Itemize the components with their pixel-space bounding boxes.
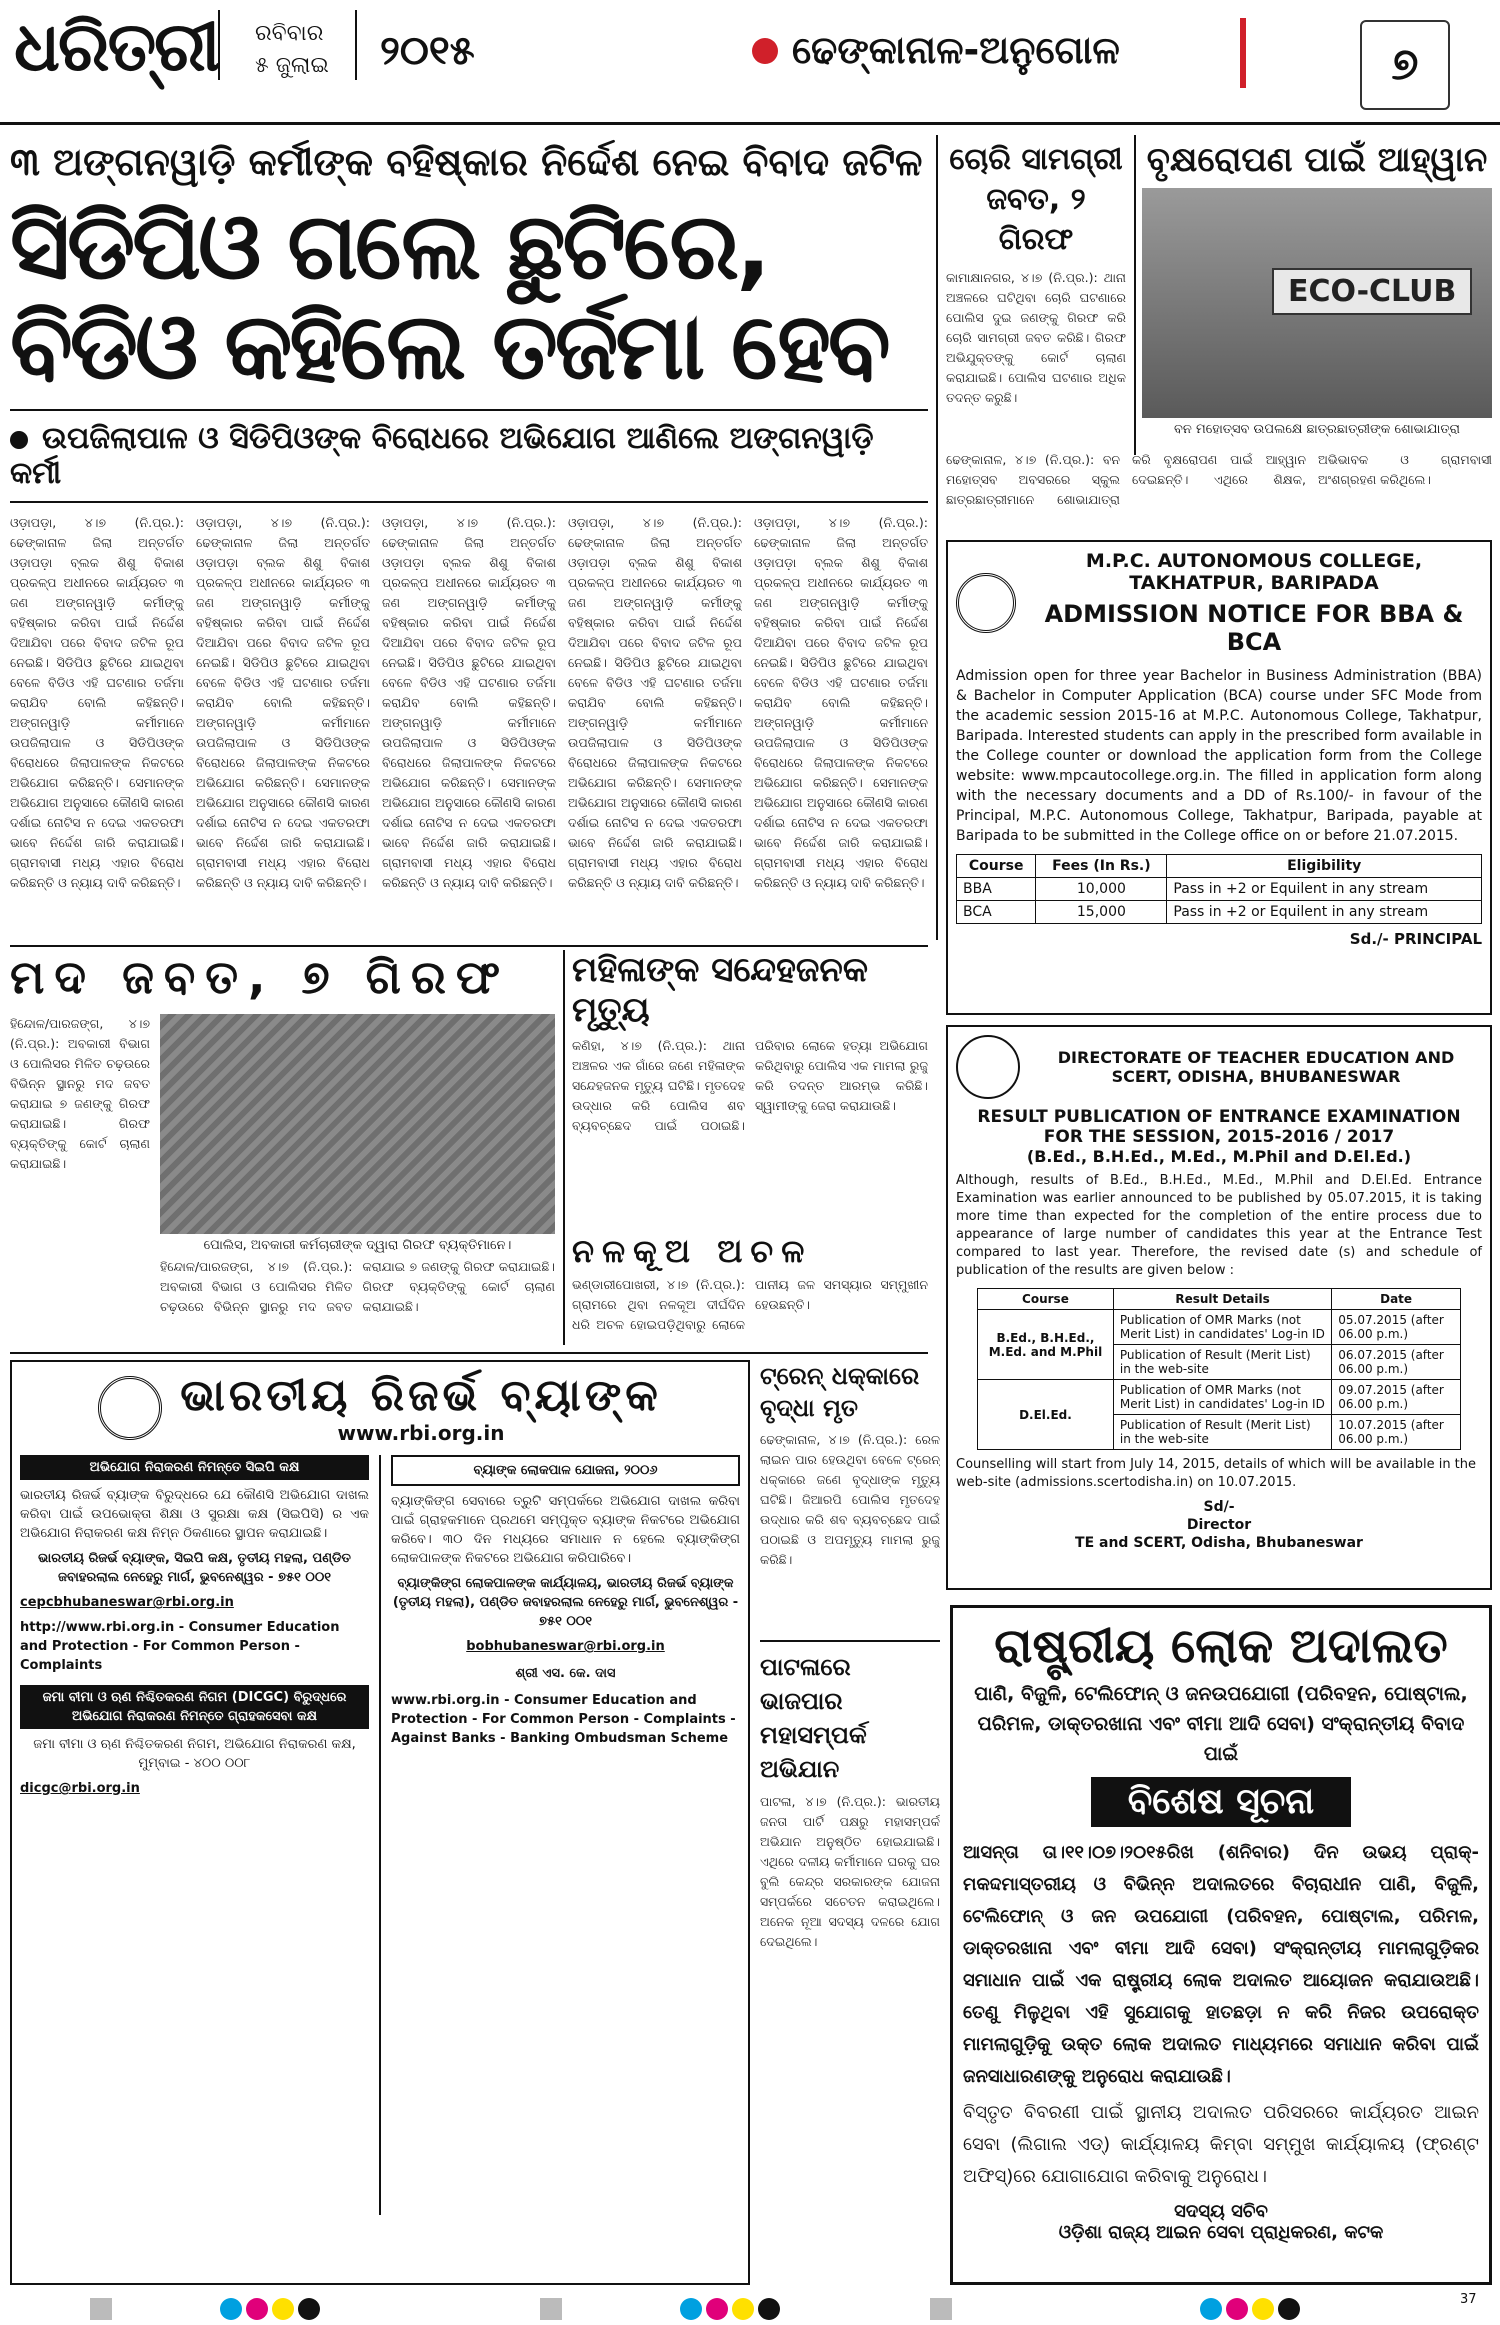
- rbi-right-footer[interactable]: www.rbi.org.in - Consumer Education and Protection - For Common Person - Complaints - Against Banks - Banking Ombudsman Scheme: [391, 1693, 736, 1746]
- lead-subhead-text: ଉପଜିଲାପାଳ ଓ ସିଡିପିଓଙ୍କ ବିରୋଧରେ ଅଭିଯୋଗ ଆଣିଲେ ଅଙ୍ଗନୱାଡ଼ି କର୍ମୀ: [10, 421, 874, 491]
- mpc-body: Admission open for three year Bachelor in Business Administration (BBA) & Bachelor in Computer Application (BCA) course under SFC Mode from the academic session 2015-16 at M.P.C. Autonomous College, Takhatpur, Baripada. Interested students can apply in the prescribed form available in the College counter or download the application form from the College website: www.mpcautocollege.org.in. The filled in application form along with the necessary documents and a DD of Rs.100/- in favour of the Principal, M.P.C. Autonomous College, Takhatpur, Baripada, payable at Baripada to be submitted in the College office on or before 21.07.2015.: [956, 668, 1482, 844]
- scert-sign-1: Sd/-: [1203, 1499, 1235, 1515]
- theft-story: [946, 140, 1126, 440]
- rbi-right-address: ବ୍ୟାଙ୍କିଙ୍ଗ ଲୋକପାଳଙ୍କ କାର୍ଯ୍ୟାଳୟ, ଭାରତୀୟ ରିଜର୍ଭ ବ୍ୟାଙ୍କ (ତୃତୀୟ ମହଲା), ପଣ୍ଡିତ ଜବାହରଲାଲ ନେହେରୁ ମାର୍ଗ, ଭୁବନେଶ୍ୱର - ୭୫୧ ୦୦୧: [392, 1576, 739, 1629]
- rbi-right-box-title: ବ୍ୟାଙ୍କ ଲୋକପାଳ ଯୋଜନା, ୨୦୦୬: [391, 1455, 740, 1486]
- table-header-row: [978, 1289, 1461, 1310]
- table-header: Date: [1332, 1289, 1461, 1310]
- print-marks: [0, 2292, 1500, 2325]
- color-bar: [220, 2298, 324, 2324]
- rbi-dicgc-email[interactable]: dicgc@rbi.org.in: [20, 1781, 140, 1796]
- rbi-left-col: [20, 1455, 369, 2215]
- nalakupa-body: ଭଣ୍ଡାରୀପୋଖରୀ, ୪।୭ (ନି.ପ୍ର.): ଗ୍ରାମରେ ଥିବା ନଳକୂଅ ଦୀର୍ଘଦିନ ଧରି ଅଚଳ ହୋଇପଡ଼ିଥିବାରୁ ଲୋକେ ପାନୀୟ ଜଳ ସମସ୍ୟାର ସମ୍ମୁଖୀନ ହେଉଛନ୍ତି।: [572, 1277, 928, 1332]
- masthead-date-text: ୫ ଜୁଲାଇ: [255, 53, 329, 78]
- tree-headline: ବୃକ୍ଷରୋପଣ ପାଇଁ ଆହ୍ୱାନ: [1146, 140, 1488, 180]
- table-header: Course: [957, 855, 1036, 878]
- table-cell: 06.07.2015 (after 06.00 p.m.): [1332, 1345, 1461, 1380]
- mpc-admission-ad: [946, 540, 1492, 1015]
- masthead-divider: [218, 10, 220, 80]
- bhajapara-story: [760, 1650, 940, 2285]
- scert-logo-icon: [956, 1035, 1020, 1099]
- lead-body-col-3: ଓଡ଼ାପଡ଼ା, ୪।୭ (ନି.ପ୍ର.): ଢେଙ୍କାନାଳ ଜିଲା ଅନ୍ତର୍ଗତ ଓଡ଼ାପଡ଼ା ବ୍ଲକ ଶିଶୁ ବିକାଶ ପ୍ରକଳ୍ପ ଅଧୀନରେ କାର୍ଯ୍ୟରତ ୩ ଜଣ ଅଙ୍ଗନୱାଡ଼ି କର୍ମୀଙ୍କୁ ବହିଷ୍କାର କରିବା ପାଇଁ ନିର୍ଦ୍ଦେଶ ଦିଆଯିବା ପରେ ବିବାଦ ଜଟିଳ ରୂପ ନେଇଛି। ସିଡିପିଓ ଛୁଟିରେ ଯାଇଥିବା ବେଳେ ବିଡିଓ ଏହି ଘଟଣାର ତର୍ଜମା କରାଯିବ ବୋଲି କହିଛନ୍ତି। ଅଙ୍ଗନୱାଡ଼ି କର୍ମୀମାନେ ଉପଜିଲାପାଳ ଓ ସିଡିପିଓଙ୍କ ବିରୋଧରେ ଜିଲାପାଳଙ୍କ ନିକଟରେ ଅଭିଯୋଗ କରିଛନ୍ତି। ସେମାନଙ୍କ ଅଭିଯୋଗ ଅନୁସାରେ କୌଣସି କାରଣ ଦର୍ଶାଇ ନୋଟିସ ନ ଦେଇ ଏକତରଫା ଭାବେ ନିର୍ଦ୍ଦେଶ ଜାରି କରାଯାଇଛି। ଗ୍ରାମବାସୀ ମଧ୍ୟ ଏହାର ବିରୋଧ କରିଛନ୍ତି ଓ ନ୍ୟାୟ ଦାବି କରିଛନ୍ତି।: [382, 515, 556, 890]
- lok-adalat-ad: [950, 1605, 1492, 2285]
- masthead-divider: [355, 10, 357, 80]
- tree-caption: ବନ ମହୋତ୍ସବ ଉପଲକ୍ଷେ ଛାତ୍ରଛାତ୍ରୀଙ୍କ ଶୋଭାଯାତ୍ରା: [1174, 422, 1460, 437]
- liquor-caption: ପୋଲିସ, ଅବକାରୀ କର୍ମଚାରୀଙ୍କ ଦ୍ୱାରା ଗିରଫ ବ୍ୟକ୍ତିମାନେ।: [203, 1238, 512, 1253]
- train-headline: ଟ୍ରେନ୍ ଧକ୍କାରେ ବୃଦ୍ଧା ମୃତ: [760, 1362, 920, 1422]
- scert-sign-3: TE and SCERT, Odisha, Bhubaneswar: [1075, 1535, 1363, 1551]
- scert-footer: Counselling will start from July 14, 2015, details of which will be available in the web-site (admissions.scertodisha.in) on 10.07.2015.: [956, 1457, 1477, 1490]
- table-cell: Publication of Result (Merit List) in the web-site: [1113, 1345, 1331, 1380]
- rbi-left-email[interactable]: cepcbhubaneswar@rbi.org.in: [20, 1595, 234, 1610]
- nalakupa-story: [572, 1232, 928, 1342]
- table-cell: Publication of Result (Merit List) in the web-site: [1113, 1415, 1331, 1450]
- rbi-title: ଭାରତୀୟ ରିଜର୍ଭ ବ୍ୟାଙ୍କ: [180, 1370, 662, 1421]
- liquor-body: ହିନ୍ଦୋଳ/ପାରଜଙ୍ଗ, ୪।୭ (ନି.ପ୍ର.): ଅବକାରୀ ବିଭାଗ ଓ ପୋଲିସର ମିଳିତ ଚଢ଼ଉରେ ବିଭିନ୍ନ ସ୍ଥାନରୁ ମଦ ଜବତ କରାଯାଇ ୭ ଜଣଙ୍କୁ ଗିରଫ କରାଯାଇଛି। ଗିରଫ ବ୍ୟକ୍ତିଙ୍କୁ କୋର୍ଟ ଚାଲାଣ କରାଯାଇଛି।: [10, 1016, 150, 1171]
- table-header: Result Details: [1113, 1289, 1331, 1310]
- section-name: ଢେଙ୍କାନାଳ-ଅନୁଗୋଳ: [792, 28, 1120, 72]
- scert-title: RESULT PUBLICATION OF ENTRANCE EXAMINATION FOR THE SESSION, 2015-2016 / 2017: [977, 1107, 1461, 1147]
- column-rule: [936, 135, 938, 940]
- lead-headline: ସିଡିପିଓ ଗଲେ ଛୁଟିରେ, ବିଡିଓ କହିଲେ ତର୍ଜମା ହେବ: [10, 193, 888, 400]
- bhajapara-headline: ପାଟଳାରେ ଭାଜପାର ମହାସମ୍ପର୍କ ଅଭିଯାନ: [760, 1653, 867, 1783]
- eco-club-banner: ECO-CLUB: [1272, 268, 1472, 315]
- table-row: [957, 901, 1482, 924]
- tree-story: [1142, 140, 1492, 440]
- mpc-signature: Sd./- PRINCIPAL: [1349, 930, 1482, 948]
- lok-adalat-sign-2: ଓଡ଼ିଶା ରାଜ୍ୟ ଆଇନ ସେବା ପ୍ରାଧିକରଣ, କଟକ: [1058, 2222, 1384, 2243]
- registration-mark: [540, 2298, 562, 2320]
- table-header: Fees (In Rs.): [1036, 855, 1167, 878]
- table-cell: BBA: [957, 878, 1036, 901]
- rbi-ad: [10, 1360, 750, 2285]
- scert-result-ad: [946, 1025, 1492, 1590]
- table-header: Eligibility: [1167, 855, 1482, 878]
- lok-adalat-title: ରାଷ୍ଟ୍ରୀୟ ଲୋକ ଅଦାଲତ: [994, 1618, 1448, 1674]
- table-cell: 10.07.2015 (after 06.00 p.m.): [1332, 1415, 1461, 1450]
- lead-story: [10, 140, 928, 940]
- liquor-headline: ମଦ ଜବତ, ୭ ଗିରଫ: [10, 950, 511, 1004]
- mpc-title: ADMISSION NOTICE FOR BBA & BCA: [1044, 600, 1464, 656]
- rbi-right-body: ବ୍ୟାଙ୍କିଙ୍ଗ ସେବାରେ ତ୍ରୁଟି ସମ୍ପର୍କରେ ଅଭିଯୋଗ ଦାଖଲ କରିବା ପାଇଁ ଗ୍ରାହକମାନେ ପ୍ରଥମେ ସମ୍ପୃକ୍ତ ବ୍ୟାଙ୍କ ନିକଟରେ ଅଭିଯୋଗ କରିବେ। ୩୦ ଦିନ ମଧ୍ୟରେ ସମାଧାନ ନ ହେଲେ ବ୍ୟାଙ୍କିଙ୍ଗ ଲୋକପାଳଙ୍କ ନିକଟରେ ଅଭିଯୋଗ କରିପାରିବେ।: [391, 1494, 740, 1566]
- table-header-row: [957, 855, 1482, 878]
- liquor-body-cont: ହିନ୍ଦୋଳ/ପାରଜଙ୍ଗ, ୪।୭ (ନି.ପ୍ର.): ଅବକାରୀ ବିଭାଗ ଓ ପୋଲିସର ମିଳିତ ଚଢ଼ଉରେ ବିଭିନ୍ନ ସ୍ଥାନରୁ ମଦ ଜବତ କରାଯାଇ ୭ ଜଣଙ୍କୁ ଗିରଫ କରାଯାଇଛି। ଗିରଫ ବ୍ୟକ୍ତିଙ୍କୁ କୋର୍ଟ ଚାଲାଣ କରାଯାଇଛି।: [160, 1259, 555, 1314]
- college-logo-icon: [956, 573, 1016, 633]
- scert-result-table: [977, 1288, 1461, 1450]
- masthead-date: [255, 18, 329, 82]
- masthead-day: ରବିବାର: [255, 21, 324, 46]
- registration-mark: [90, 2298, 112, 2320]
- table-cell: 15,000: [1036, 901, 1167, 924]
- table-cell: Publication of OMR Marks (not Merit List) in candidates' Log-in ID: [1113, 1380, 1331, 1415]
- lok-adalat-subtitle: ପାଣି, ବିଜୁଳି, ଟେଲିଫୋନ୍ ଓ ଜନଉପଯୋଗୀ (ପରିବହନ, ପୋଷ୍ଟାଲ, ପରିମଳ, ଡାକ୍ତରଖାନା ଏବଂ ବୀମା ଆଦି ସେବା) ସଂକ୍ରାନ୍ତୀୟ ବିବାଦ ପାଇଁ: [974, 1683, 1468, 1765]
- table-cell: D.El.Ed.: [978, 1380, 1114, 1450]
- paper-name: ଧରିତ୍ରୀ: [14, 8, 219, 87]
- liquor-story: [10, 950, 555, 1345]
- rbi-right-email[interactable]: bobhubaneswar@rbi.org.in: [466, 1639, 665, 1654]
- table-cell: Publication of OMR Marks (not Merit List) in candidates' Log-in ID: [1113, 1310, 1331, 1345]
- rbi-left-web[interactable]: http://www.rbi.org.in - Consumer Education and Protection - For Common Person - Complaints: [20, 1620, 340, 1673]
- rbi-website: www.rbi.org.in: [337, 1421, 505, 1445]
- woman-body: କଣିହା, ୪।୭ (ନି.ପ୍ର.): ଥାନା ଅଞ୍ଚଳର ଏକ ଗାଁରେ ଜଣେ ମହିଳାଙ୍କ ସନ୍ଦେହଜନକ ମୃତ୍ୟୁ ଘଟିଛି। ମୃତଦେହ ଉଦ୍ଧାର କରି ପୋଲିସ ଶବ ବ୍ୟବଚ୍ଛେଦ ପାଇଁ ପଠାଇଛି। ପରିବାର ଲୋକେ ହତ୍ୟା ଅଭିଯୋଗ କରିଥିବାରୁ ପୋଲିସ ଏକ ମାମଲା ରୁଜୁ କରି ତଦନ୍ତ ଆରମ୍ଭ କରିଛି। ସ୍ୱାମୀଙ୍କୁ ଜେରା କରାଯାଉଛି।: [572, 1038, 928, 1133]
- rbi-right-col: [391, 1455, 740, 2215]
- mpc-fee-table: [956, 854, 1482, 924]
- table-cell: Pass in +2 or Equilent in any stream: [1167, 878, 1482, 901]
- lok-adalat-sign-1: ସଦସ୍ୟ ସଚିବ: [1174, 2201, 1268, 2222]
- lok-adalat-notice: ବିଶେଷ ସୂଚନା: [1091, 1777, 1351, 1827]
- table-cell: Pass in +2 or Equilent in any stream: [1167, 901, 1482, 924]
- mpc-college-name: M.P.C. AUTONOMOUS COLLEGE, TAKHATPUR, BARIPADA: [1085, 550, 1423, 594]
- rbi-dicgc-address: ଜମା ବୀମା ଓ ଋଣ ନିଶ୍ଚିତକରଣ ନିଗମ, ଅଭିଯୋଗ ନିରାକରଣ କକ୍ଷ, ମୁମ୍ବାଇ - ୪୦୦ ୦୦୮: [33, 1737, 356, 1771]
- rbi-left-address: ଭାରତୀୟ ରିଜର୍ଭ ବ୍ୟାଙ୍କ, ସିଇପି କକ୍ଷ, ତୃତୀୟ ମହଲା, ପଣ୍ଡିତ ଜବାହରଲାଲ ନେହେରୁ ମାର୍ଗ, ଭୁବନେଶ୍ୱର - ୭୫୧ ୦୦୧: [38, 1551, 351, 1585]
- bhajapara-body: ପାଟଳା, ୪।୭ (ନି.ପ୍ର.): ଭାରତୀୟ ଜନତା ପାର୍ଟି ପକ୍ଷରୁ ମହାସମ୍ପର୍କ ଅଭିଯାନ ଅନୁଷ୍ଠିତ ହୋଇଯାଇଛି। ଏଥିରେ ଦଳୀୟ କର୍ମୀମାନେ ଘରକୁ ଘର ବୁଲି କେନ୍ଦ୍ର ସରକାରଙ୍କ ଯୋଜନା ସମ୍ପର୍କରେ ସଚେତନ କରାଇଥିଲେ। ଅନେକ ନୂଆ ସଦସ୍ୟ ଦଳରେ ଯୋଗ ଦେଇଥିଲେ।: [760, 1794, 940, 1949]
- color-bar: [680, 2298, 784, 2324]
- table-cell: BCA: [957, 901, 1036, 924]
- rbi-left-body: ଭାରତୀୟ ରିଜର୍ଭ ବ୍ୟାଙ୍କ ବିରୁଦ୍ଧରେ ଯେ କୌଣସି ଅଭିଯୋଗ ଦାଖଲ କରିବା ପାଇଁ ଉପଭୋକ୍ତା ଶିକ୍ଷା ଓ ସୁରକ୍ଷା କକ୍ଷ (ସିଇପିସି) ର ଏକ ଅଭିଯୋଗ ନିରାକରଣ କକ୍ଷ ନିମ୍ନ ଠିକଣାରେ ସ୍ଥାପନ କରାଯାଇଛି।: [20, 1488, 369, 1541]
- column-rule: [379, 1455, 381, 2215]
- table-row: [978, 1310, 1461, 1345]
- column-rule: [563, 950, 565, 1345]
- woman-headline: ମହିଳାଙ୍କ ସନ୍ଦେହଜନକ ମୃତ୍ୟୁ: [572, 950, 868, 1030]
- play-icon: [752, 38, 778, 64]
- tree-body: ଢେଙ୍କାନାଳ, ୪।୭ (ନି.ପ୍ର.): ବନ ମହୋତ୍ସବ ଅବସରରେ ସ୍କୁଲ ଛାତ୍ରଛାତ୍ରୀମାନେ ଶୋଭାଯାତ୍ରା କରି ବୃକ୍ଷରୋପଣ ପାଇଁ ଆହ୍ୱାନ ଦେଇଛନ୍ତି। ଏଥିରେ ଶିକ୍ଷକ, ଅଭିଭାବକ ଓ ଗ୍ରାମବାସୀ ଅଂଶଗ୍ରହଣ କରିଥିଲେ।: [946, 452, 1492, 507]
- lead-body-col-5: ଓଡ଼ାପଡ଼ା, ୪।୭ (ନି.ପ୍ର.): ଢେଙ୍କାନାଳ ଜିଲା ଅନ୍ତର୍ଗତ ଓଡ଼ାପଡ଼ା ବ୍ଲକ ଶିଶୁ ବିକାଶ ପ୍ରକଳ୍ପ ଅଧୀନରେ କାର୍ଯ୍ୟରତ ୩ ଜଣ ଅଙ୍ଗନୱାଡ଼ି କର୍ମୀଙ୍କୁ ବହିଷ୍କାର କରିବା ପାଇଁ ନିର୍ଦ୍ଦେଶ ଦିଆଯିବା ପରେ ବିବାଦ ଜଟିଳ ରୂପ ନେଇଛି। ସିଡିପିଓ ଛୁଟିରେ ଯାଇଥିବା ବେଳେ ବିଡିଓ ଏହି ଘଟଣାର ତର୍ଜମା କରାଯିବ ବୋଲି କହିଛନ୍ତି। ଅଙ୍ଗନୱାଡ଼ି କର୍ମୀମାନେ ଉପଜିଲାପାଳ ଓ ସିଡିପିଓଙ୍କ ବିରୋଧରେ ଜିଲାପାଳଙ୍କ ନିକଟରେ ଅଭିଯୋଗ କରିଛନ୍ତି। ସେମାନଙ୍କ ଅଭିଯୋଗ ଅନୁସାରେ କୌଣସି କାରଣ ଦର୍ଶାଇ ନୋଟିସ ନ ଦେଇ ଏକତରଫା ଭାବେ ନିର୍ଦ୍ଦେଶ ଜାରି କରାଯାଇଛି। ଗ୍ରାମବାସୀ ମଧ୍ୟ ଏହାର ବିରୋଧ କରିଛନ୍ତି ଓ ନ୍ୟାୟ ଦାବି କରିଛନ୍ତି।: [754, 515, 928, 890]
- masthead-year: ୨୦୧୫: [380, 28, 475, 74]
- table-cell: 10,000: [1036, 878, 1167, 901]
- bullet-icon: [10, 431, 28, 449]
- page-code: 37: [1460, 2292, 1477, 2307]
- lead-kicker: ୩ ଅଙ୍ଗନୱାଡ଼ି କର୍ମୀଙ୍କ ବହିଷ୍କାର ନିର୍ଦ୍ଦେଶ ନେଇ ବିବାଦ ଜଟିଳ: [10, 140, 923, 184]
- scert-sign-2: Director: [1186, 1517, 1252, 1533]
- theft-headline: ଚୋରି ସାମଗ୍ରୀ ଜବତ, ୨ ଗିରଫ: [949, 142, 1123, 257]
- table-cell: B.Ed., B.H.Ed., M.Ed. and M.Phil: [978, 1310, 1114, 1380]
- lok-adalat-body-2: ବିସ୍ତୃତ ବିବରଣୀ ପାଇଁ ସ୍ଥାନୀୟ ଅଦାଲତ ପରିସରରେ କାର୍ଯ୍ୟରତ ଆଇନ ସେବା (ଲିଗାଲ ଏଡ୍) କାର୍ଯ୍ୟାଳୟ କିମ୍ବା ସମ୍ମୁଖ କାର୍ଯ୍ୟାଳୟ (ଫ୍ରଣ୍ଟ ଅଫିସ୍)ରେ ଯୋଗାଯୋଗ କରିବାକୁ ଅନୁରୋଧ।: [963, 2102, 1479, 2187]
- section-accent-bar: [1240, 18, 1246, 88]
- nalakupa-headline: ନଳକୂଅ ଅଚଳ: [572, 1232, 813, 1270]
- theft-body: କାମାକ୍ଷାନଗର, ୪।୭ (ନି.ପ୍ର.): ଥାନା ଅଞ୍ଚଳରେ ଘଟିଥିବା ଚୋରି ଘଟଣାରେ ପୋଲିସ ଦୁଇ ଜଣଙ୍କୁ ଗିରଫ କରି ଚୋରି ସାମଗ୍ରୀ ଜବତ କରିଛି। ଗିରଫ ଅଭିଯୁକ୍ତଙ୍କୁ କୋର୍ଟ ଚାଲାଣ କରାଯାଇଛି। ପୋଲିସ ଘଟଣାର ଅଧିକ ତଦନ୍ତ କରୁଛି।: [946, 270, 1126, 405]
- section-rule: [10, 1352, 928, 1354]
- column-rule: [1134, 135, 1136, 455]
- lok-adalat-body: ଆସନ୍ତା ତା।୧୧।୦୭।୨୦୧୫ରିଖ (ଶନିବାର) ଦିନ ଉଭୟ ପ୍ରାକ୍-ମକଦ୍ଦମାସ୍ତରୀୟ ଓ ବିଭିନ୍ନ ଅଦାଲତରେ ବିଚାରାଧୀନ ପାଣି, ବିଜୁଳି, ଟେଲିଫୋନ୍ ଓ ଜନ ଉପଯୋଗୀ (ପରିବହନ, ପୋଷ୍ଟାଲ, ପରିମଳ, ଡାକ୍ତରଖାନା ଏବଂ ବୀମା ଆଦି ସେବା) ସଂକ୍ରାନ୍ତୀୟ ମାମଲାଗୁଡ଼ିକର ସମାଧାନ ପାଇଁ ଏକ ରାଷ୍ଟ୍ରୀୟ ଲୋକ ଅଦାଲତ ଆୟୋଜନ କରାଯାଉଅଛି। ତେଣୁ ମିଳୁଥିବା ଏହି ସୁଯୋଗକୁ ହାତଛଡ଼ା ନ କରି ନିଜର ଉପରୋକ୍ତ ମାମଲାଗୁଡ଼ିକୁ ଉକ୍ତ ଲୋକ ଅଦାଲତ ମାଧ୍ୟମରେ ସମାଧାନ କରିବା ପାଇଁ ଜନସାଧାରଣଙ୍କୁ ଅନୁରୋଧ କରାଯାଉଛି।: [963, 1842, 1479, 2087]
- table-row: [957, 878, 1482, 901]
- rbi-left-box-title: ଅଭିଯୋଗ ନିରାକରଣ ନିମନ୍ତେ ସିଇପି କକ୍ଷ: [20, 1455, 369, 1480]
- lead-body-col-1: ଓଡ଼ାପଡ଼ା, ୪।୭ (ନି.ପ୍ର.): ଢେଙ୍କାନାଳ ଜିଲା ଅନ୍ତର୍ଗତ ଓଡ଼ାପଡ଼ା ବ୍ଲକ ଶିଶୁ ବିକାଶ ପ୍ରକଳ୍ପ ଅଧୀନରେ କାର୍ଯ୍ୟରତ ୩ ଜଣ ଅଙ୍ଗନୱାଡ଼ି କର୍ମୀଙ୍କୁ ବହିଷ୍କାର କରିବା ପାଇଁ ନିର୍ଦ୍ଦେଶ ଦିଆଯିବା ପରେ ବିବାଦ ଜଟିଳ ରୂପ ନେଇଛି। ସିଡିପିଓ ଛୁଟିରେ ଯାଇଥିବା ବେଳେ ବିଡିଓ ଏହି ଘଟଣାର ତର୍ଜମା କରାଯିବ ବୋଲି କହିଛନ୍ତି। ଅଙ୍ଗନୱାଡ଼ି କର୍ମୀମାନେ ଉପଜିଲାପାଳ ଓ ସିଡିପିଓଙ୍କ ବିରୋଧରେ ଜିଲାପାଳଙ୍କ ନିକଟରେ ଅଭିଯୋଗ କରିଛନ୍ତି। ସେମାନଙ୍କ ଅଭିଯୋଗ ଅନୁସାରେ କୌଣସି କାରଣ ଦର୍ଶାଇ ନୋଟିସ ନ ଦେଇ ଏକତରଫା ଭାବେ ନିର୍ଦ୍ଦେଶ ଜାରି କରାଯାଇଛି। ଗ୍ରାମବାସୀ ମଧ୍ୟ ଏହାର ବିରୋଧ କରିଛନ୍ତି ଓ ନ୍ୟାୟ ଦାବି କରିଛନ୍ତି।: [10, 515, 184, 890]
- section-rule: [10, 945, 928, 947]
- rbi-issuer: ଶ୍ରୀ ଏସ. କେ. ଦାସ: [515, 1666, 616, 1681]
- section-rule: [760, 1640, 940, 1642]
- woman-story: [572, 950, 928, 1225]
- tree-body-wrap: [946, 450, 1492, 530]
- table-cell: 05.07.2015 (after 06.00 p.m.): [1332, 1310, 1461, 1345]
- scert-subtitle: (B.Ed., B.H.Ed., M.Ed., M.Phil and D.El.Ed.): [1026, 1147, 1412, 1166]
- scert-org: DIRECTORATE OF TEACHER EDUCATION AND SCERT, ODISHA, BHUBANESWAR: [1057, 1048, 1455, 1086]
- scert-signature: [956, 1498, 1482, 1552]
- train-body: ଢେଙ୍କାନାଳ, ୪।୭ (ନି.ପ୍ର.): ରେଳ ଲାଇନ ପାର ହେଉଥିବା ବେଳେ ଟ୍ରେନ୍ ଧକ୍କାରେ ଜଣେ ବୃଦ୍ଧାଙ୍କ ମୃତ୍ୟୁ ଘଟିଛି। ଜିଆରପି ପୋଲିସ ମୃତଦେହ ଉଦ୍ଧାର କରି ଶବ ବ୍ୟବଚ୍ଛେଦ ପାଇଁ ପଠାଇଛି ଓ ଅପମୃତ୍ୟୁ ମାମଲା ରୁଜୁ କରିଛି।: [760, 1432, 940, 1567]
- registration-mark: [930, 2298, 952, 2320]
- tree-photo: [1142, 188, 1492, 418]
- lead-subhead: [10, 421, 928, 491]
- rbi-dicgc-title: ଜମା ବୀମା ଓ ଋଣ ନିଶ୍ଚିତକରଣ ନିଗମ (DICGC) ବିରୁଦ୍ଧରେ ଅଭିଯୋଗ ନିରାକରଣ ନିମନ୍ତେ ଗ୍ରାହକସେବା କକ୍ଷ: [20, 1685, 369, 1729]
- table-header: Course: [978, 1289, 1114, 1310]
- scert-body: Although, results of B.Ed., B.H.Ed., M.Ed., M.Phil and D.El.Ed. Entrance Examination was earlier announced to be published by 05.07.2015, it is taking more time than expected for the completion of the entire process due to appearance of large number of candidates this year at the Entrance Test compared to last year. Therefore, the revised date (s) and schedule of publication of the results are given below :: [956, 1173, 1482, 1278]
- rbi-logo-icon: [98, 1376, 162, 1440]
- lead-body-col-2: ଓଡ଼ାପଡ଼ା, ୪।୭ (ନି.ପ୍ର.): ଢେଙ୍କାନାଳ ଜିଲା ଅନ୍ତର୍ଗତ ଓଡ଼ାପଡ଼ା ବ୍ଲକ ଶିଶୁ ବିକାଶ ପ୍ରକଳ୍ପ ଅଧୀନରେ କାର୍ଯ୍ୟରତ ୩ ଜଣ ଅଙ୍ଗନୱାଡ଼ି କର୍ମୀଙ୍କୁ ବହିଷ୍କାର କରିବା ପାଇଁ ନିର୍ଦ୍ଦେଶ ଦିଆଯିବା ପରେ ବିବାଦ ଜଟିଳ ରୂପ ନେଇଛି। ସିଡିପିଓ ଛୁଟିରେ ଯାଇଥିବା ବେଳେ ବିଡିଓ ଏହି ଘଟଣାର ତର୍ଜମା କରାଯିବ ବୋଲି କହିଛନ୍ତି। ଅଙ୍ଗନୱାଡ଼ି କର୍ମୀମାନେ ଉପଜିଲାପାଳ ଓ ସିଡିପିଓଙ୍କ ବିରୋଧରେ ଜିଲାପାଳଙ୍କ ନିକଟରେ ଅଭିଯୋଗ କରିଛନ୍ତି। ସେମାନଙ୍କ ଅଭିଯୋଗ ଅନୁସାରେ କୌଣସି କାରଣ ଦର୍ଶାଇ ନୋଟିସ ନ ଦେଇ ଏକତରଫା ଭାବେ ନିର୍ଦ୍ଦେଶ ଜାରି କରାଯାଇଛି। ଗ୍ରାମବାସୀ ମଧ୍ୟ ଏହାର ବିରୋଧ କରିଛନ୍ତି ଓ ନ୍ୟାୟ ଦାବି କରିଛନ୍ତି।: [196, 515, 370, 890]
- color-bar: [1200, 2298, 1304, 2324]
- liquor-photo: [160, 1014, 555, 1234]
- lead-body-col-4: ଓଡ଼ାପଡ଼ା, ୪।୭ (ନି.ପ୍ର.): ଢେଙ୍କାନାଳ ଜିଲା ଅନ୍ତର୍ଗତ ଓଡ଼ାପଡ଼ା ବ୍ଲକ ଶିଶୁ ବିକାଶ ପ୍ରକଳ୍ପ ଅଧୀନରେ କାର୍ଯ୍ୟରତ ୩ ଜଣ ଅଙ୍ଗନୱାଡ଼ି କର୍ମୀଙ୍କୁ ବହିଷ୍କାର କରିବା ପାଇଁ ନିର୍ଦ୍ଦେଶ ଦିଆଯିବା ପରେ ବିବାଦ ଜଟିଳ ରୂପ ନେଇଛି। ସିଡିପିଓ ଛୁଟିରେ ଯାଇଥିବା ବେଳେ ବିଡିଓ ଏହି ଘଟଣାର ତର୍ଜମା କରାଯିବ ବୋଲି କହିଛନ୍ତି। ଅଙ୍ଗନୱାଡ଼ି କର୍ମୀମାନେ ଉପଜିଲାପାଳ ଓ ସିଡିପିଓଙ୍କ ବିରୋଧରେ ଜିଲାପାଳଙ୍କ ନିକଟରେ ଅଭିଯୋଗ କରିଛନ୍ତି। ସେମାନଙ୍କ ଅଭିଯୋଗ ଅନୁସାରେ କୌଣସି କାରଣ ଦର୍ଶାଇ ନୋଟିସ ନ ଦେଇ ଏକତରଫା ଭାବେ ନିର୍ଦ୍ଦେଶ ଜାରି କରାଯାଇଛି। ଗ୍ରାମବାସୀ ମଧ୍ୟ ଏହାର ବିରୋଧ କରିଛନ୍ତି ଓ ନ୍ୟାୟ ଦାବି କରିଛନ୍ତି।: [568, 515, 742, 890]
- table-cell: 09.07.2015 (after 06.00 p.m.): [1332, 1380, 1461, 1415]
- train-story: [760, 1360, 940, 1630]
- table-row: [978, 1380, 1461, 1415]
- masthead: [0, 0, 1500, 125]
- page-number: ୭: [1360, 20, 1450, 110]
